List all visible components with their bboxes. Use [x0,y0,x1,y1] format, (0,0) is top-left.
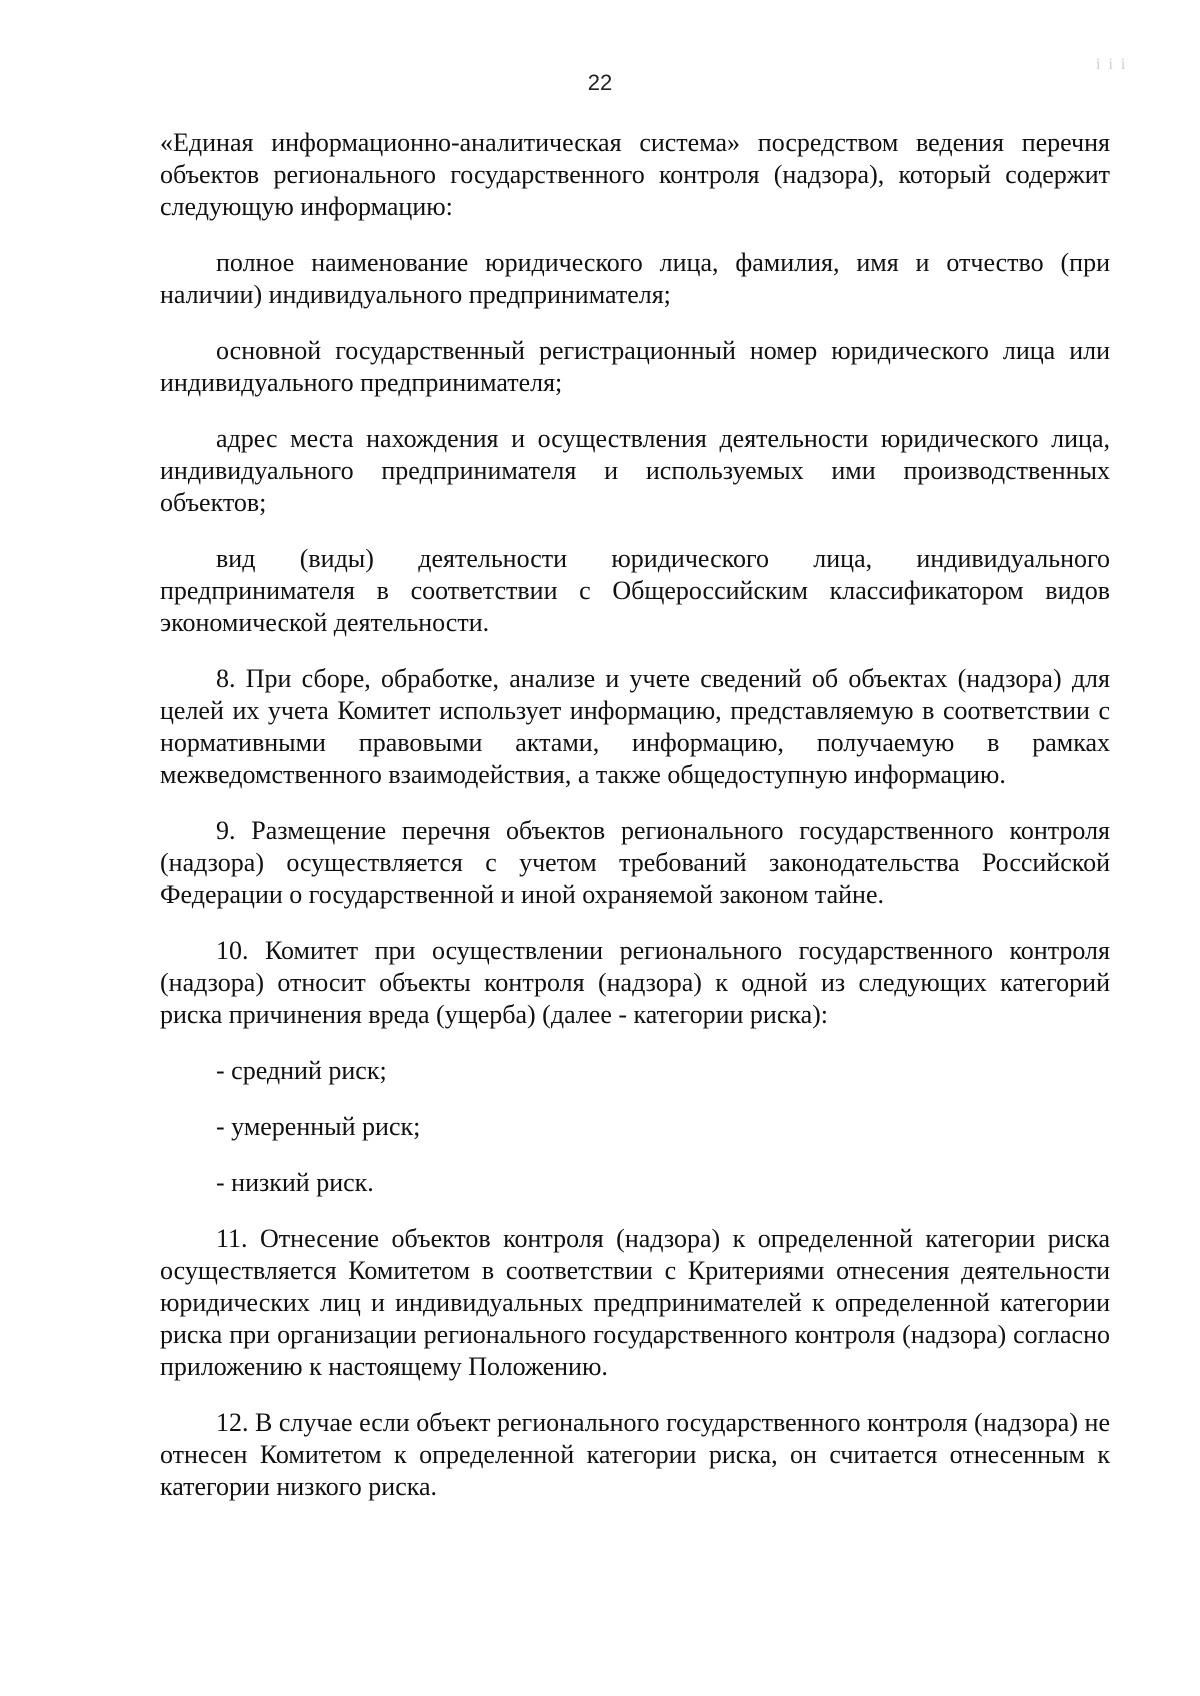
corner-mark: і і і [1096,56,1128,73]
list-item-low-risk: - низкий риск. [216,1168,374,1197]
paragraph-activity-types: вид (виды) деятельности юридического лица, индивидуального предпринимателя в соответствии с Общероссийским классификатором видов экономической деятельности. [160,544,1110,637]
paragraph-address: адрес места нахождения и осуществления деятельности юридического лица, индивидуального предпринимателя и используемых ими производственных объектов; [160,424,1110,517]
paragraph-full-name: полное наименование юридического лица, фамилия, имя и отчество (при наличии) индивидуального предпринимателя; [160,248,1110,309]
paragraph-item-10: 10. Комитет при осуществлении регионального государственного контроля (надзора) относит объекты контроля (надзора) к одной из следующих категорий риска причинения вреда (ущерба) (далее - категории риска): [160,936,1110,1029]
paragraph-item-9: 9. Размещение перечня объектов регионального государственного контроля (надзора) осуществляется с учетом требований законодательства Российской Федерации о государственной и иной охраняемой законом тайне. [160,816,1110,909]
list-item-medium-risk: - средний риск; [216,1056,387,1085]
paragraph-item-8: 8. При сборе, обработке, анализе и учете сведений об объектах (надзора) для целей их учета Комитет использует информацию, представляемую в соответствии с нормативными правовыми актами, информацию, получаемую в рамках межведомственного взаимодействия, а также общедоступную информацию. [160,664,1110,789]
paragraph-item-11: 11. Отнесение объектов контроля (надзора) к определенной категории риска осуществляется Комитетом в соответствии с Критериями отнесения деятельности юридических лиц и индивидуальных предпринимателей к определенной категории риска при организации регионального государственного контроля (надзора) согласно приложению к настоящему Положению. [160,1224,1110,1381]
document-body [160,127,1110,1527]
paragraph-registration-number: основной государственный регистрационный номер юридического лица или индивидуального предпринимателя; [160,336,1110,397]
list-item-moderate-risk: - умеренный риск; [216,1112,421,1141]
paragraph-item-12: 12. В случае если объект регионального государственного контроля (надзора) не отнесен Комитетом к определенной категории риска, он считается отнесенным к категории низкого риска. [160,1408,1110,1501]
paragraph-intro-continuation: «Единая информационно-аналитическая система» посредством ведения перечня объектов регионального государственного контроля (надзора), который содержит следующую информацию: [160,128,1110,221]
page-number: 22 [587,70,613,95]
